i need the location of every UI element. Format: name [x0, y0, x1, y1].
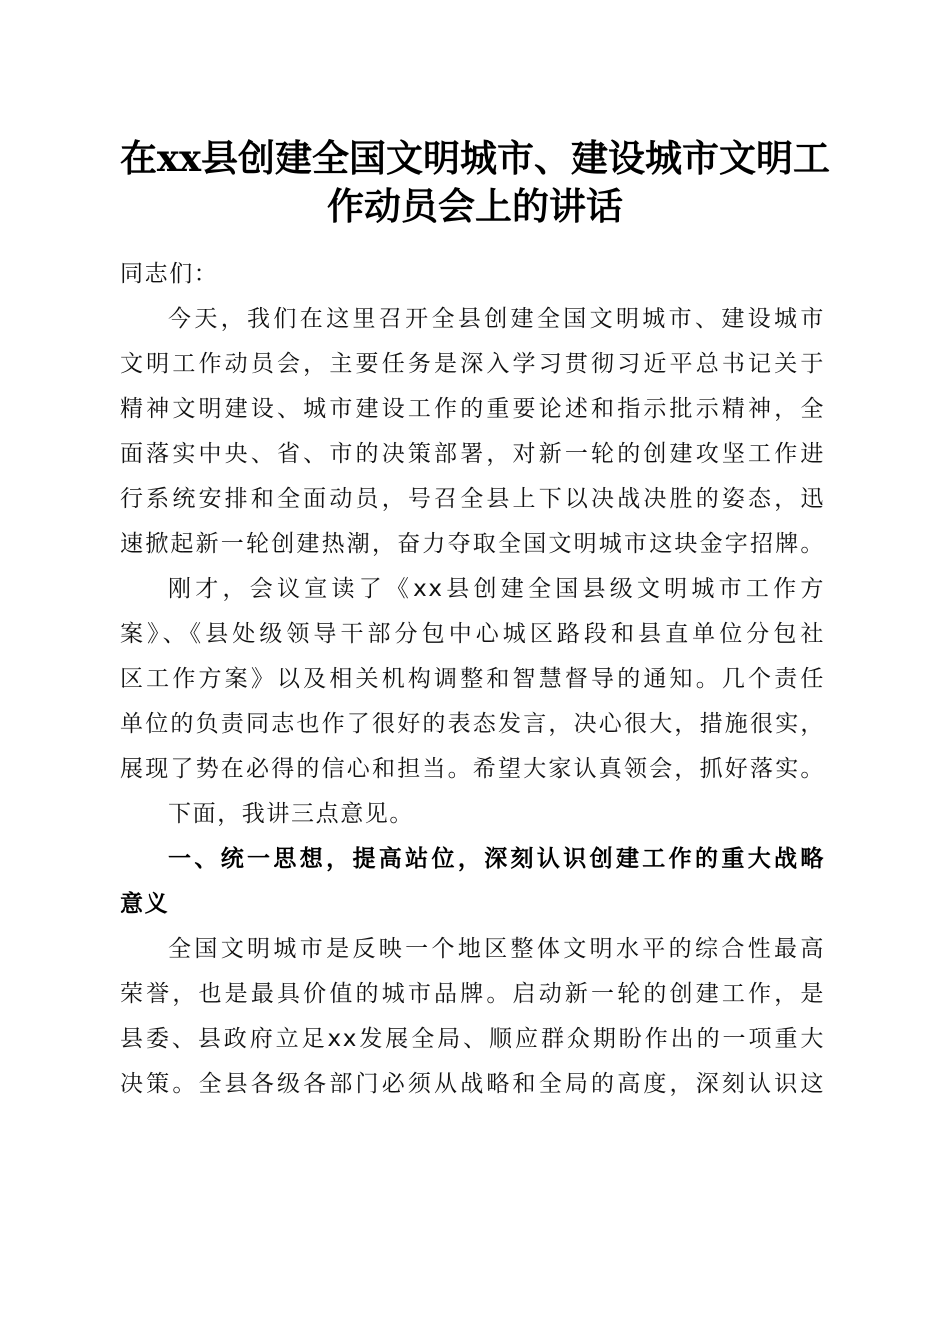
paragraph-line: 文明工作动员会，主要任务是深入学习贯彻习近平总书记关于 [120, 351, 825, 377]
salutation: 同志们： [120, 261, 219, 287]
title-line: 在xx县创建全国文明城市、建设城市文明工 [119, 136, 831, 180]
paragraph-line: 行系统安排和全面动员，号召全县上下以决战决胜的姿态，迅 [120, 486, 825, 512]
paragraph-line: 案》、《县处级领导干部分包中心城区路段和县直单位分包社 [120, 621, 825, 647]
title-line: 作动员会上的讲话 [327, 184, 623, 228]
paragraph-line: 全国文明城市是反映一个地区整体文明水平的综合性最高 [168, 936, 825, 962]
paragraph-line: 荣誉，也是最具价值的城市品牌。启动新一轮的创建工作，是 [120, 981, 825, 1007]
paragraph-line: 决策。全县各级各部门必须从战略和全局的高度，深刻认识这 [120, 1071, 825, 1097]
paragraph-line: 县委、县政府立足xx发展全局、顺应群众期盼作出的一项重大 [120, 1026, 825, 1052]
section-heading: 意义 [120, 891, 170, 917]
paragraph-line: 刚才，会议宣读了《xx县创建全国县级文明城市工作方 [168, 576, 825, 602]
paragraph-line: 速掀起新一轮创建热潮，奋力夺取全国文明城市这块金字招牌。 [120, 531, 825, 557]
document-title [100, 134, 850, 230]
paragraph-line: 单位的负责同志也作了很好的表态发言，决心很大，措施很实， [120, 711, 825, 737]
section-heading: 一、统一思想，提高站位，深刻认识创建工作的重大战略 [168, 846, 825, 872]
paragraph-line: 今天，我们在这里召开全县创建全国文明城市、建设城市 [168, 306, 825, 332]
document-body [120, 252, 825, 1107]
paragraph-line: 下面，我讲三点意见。 [168, 801, 414, 827]
paragraph-line: 精神文明建设、城市建设工作的重要论述和指示批示精神，全 [120, 396, 825, 422]
paragraph-line: 面落实中央、省、市的决策部署，对新一轮的创建攻坚工作进 [120, 441, 825, 467]
paragraph-line: 展现了势在必得的信心和担当。希望大家认真领会，抓好落实。 [120, 756, 825, 782]
paragraph-line: 区工作方案》以及相关机构调整和智慧督导的通知。几个责任 [120, 666, 825, 692]
